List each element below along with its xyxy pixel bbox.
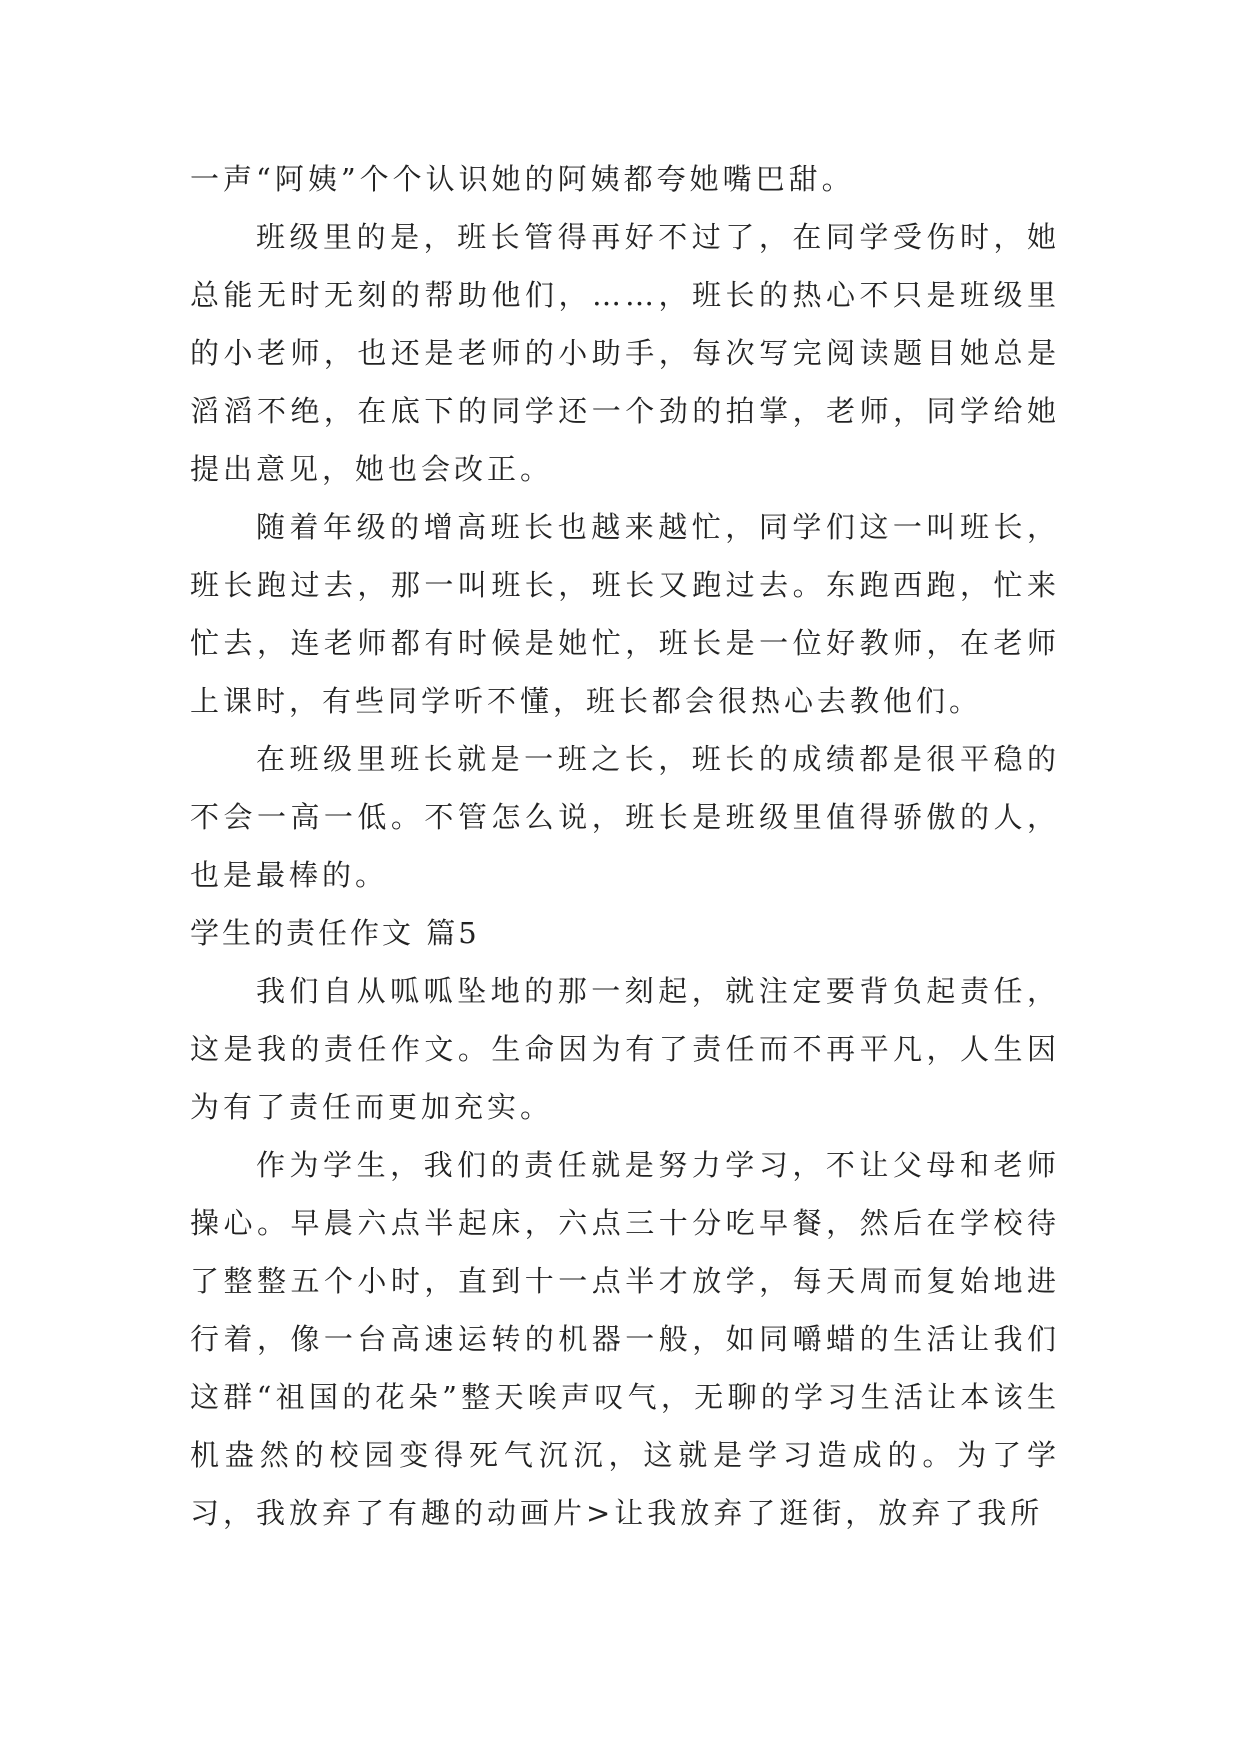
paragraph-responsibility-intro: 我们自从呱呱坠地的那一刻起，就注定要背负起责任，这是我的责任作文。生命因为有了责任而不再平凡，人生因为有了责任而更加充实。 [190, 974, 1060, 1124]
paragraph-monitor-helper: 班级里的是，班长管得再好不过了，在同学受伤时，她总能无时无刻的帮助他们，……，班长的热心不只是班级里的小老师，也还是老师的小助手，每次写完阅读题目她总是滔滔不绝，在底下的同学还一个劲的拍掌，老师，同学给她提出意见，她也会改正。 [190, 220, 1060, 486]
paragraph-student-duty: 作为学生，我们的责任就是努力学习，不让父母和老师操心。早晨六点半起床，六点三十分吃早餐，然后在学校待了整整五个小时，直到十一点半才放学，每天周而复始地进行着，像一台高速运转的机器一般，如同嚼蜡的生活让我们这群“祖国的花朵”整天唉声叹气，无聊的学习生活让本该生机盎然的校园变得死气沉沉，这就是学习造成的。为了学习，我放弃了有趣的动画片>让我放弃了逛街，放弃了我所 [190, 1148, 1060, 1530]
paragraph-continuation: 一声“阿姨”个个认识她的阿姨都夸她嘴巴甜。 [190, 162, 855, 196]
paragraph-monitor-busy: 随着年级的增高班长也越来越忙，同学们这一叫班长，班长跑过去，那一叫班长，班长又跑过去。东跑西跑，忙来忙去，连老师都有时候是她忙，班长是一位好教师，在老师上课时，有些同学听不懂，班长都会很热心去教他们。 [190, 510, 1060, 718]
section-heading: 学生的责任作文 篇5 [190, 916, 480, 950]
document-body [190, 150, 1060, 1542]
paragraph-monitor-grades: 在班级里班长就是一班之长，班长的成绩都是很平稳的不会一高一低。不管怎么说，班长是班级里值得骄傲的人，也是最棒的。 [190, 742, 1060, 892]
